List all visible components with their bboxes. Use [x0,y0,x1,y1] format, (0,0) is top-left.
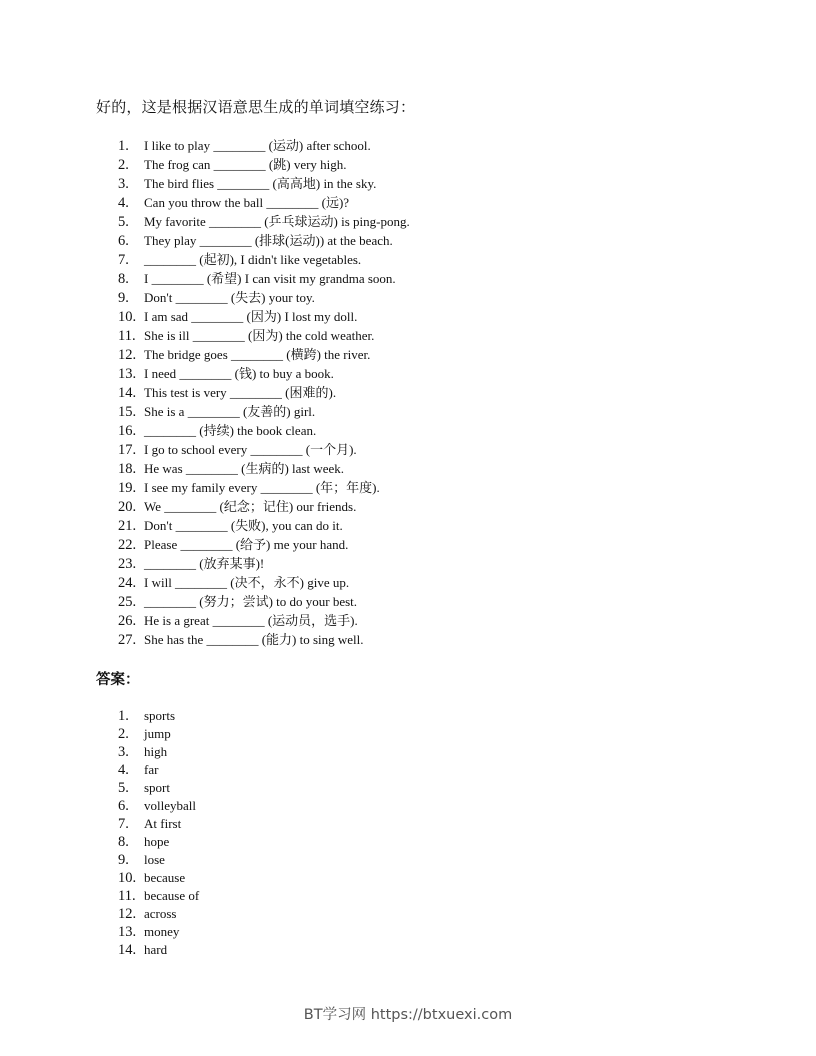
question-item [118,174,410,193]
question-number: 27. [118,632,137,648]
question-item [118,288,410,307]
question-text: The frog can ________ (跳) very high. [144,157,347,172]
question-number: 15. [118,404,137,420]
answer-item [118,725,199,743]
answer-text: sports [144,708,176,723]
answer-number: 1. [118,708,129,724]
answer-text: hard [144,942,168,957]
question-item [118,269,410,288]
question-number: 4. [118,195,129,211]
question-text: She is ill ________ (因为) the cold weather. [144,328,375,343]
answer-number: 12. [118,906,137,922]
question-text: Don't ________ (失败), you can do it. [144,518,343,533]
question-number: 19. [118,480,137,496]
question-item [118,421,410,440]
answer-number: 7. [118,816,129,832]
question-number: 14. [118,385,137,401]
question-item [118,402,410,421]
question-item [118,535,410,554]
answer-item [118,851,199,869]
answer-text: because [144,870,186,885]
question-item [118,611,410,630]
question-number: 17. [118,442,137,458]
answer-text: high [144,744,168,759]
question-number: 7. [118,252,129,268]
question-item [118,573,410,592]
question-list [118,136,410,649]
question-text: Please ________ (给予) me your hand. [144,537,349,552]
question-text: We ________ (纪念；记住) our friends. [144,499,357,514]
answer-text: At first [144,816,182,831]
answer-text: across [144,906,177,921]
question-number: 8. [118,271,129,287]
question-item [118,345,410,364]
answer-item [118,761,199,779]
question-item [118,212,410,231]
question-item [118,364,410,383]
answer-item [118,743,199,761]
answer-number: 6. [118,798,129,814]
question-text: ________ (起初), I didn't like vegetables. [144,252,362,267]
answer-item [118,923,199,941]
question-text: I like to play ________ (运动) after school. [144,138,371,153]
answer-text: because of [144,888,200,903]
question-item [118,193,410,212]
question-number: 20. [118,499,137,515]
question-number: 12. [118,347,137,363]
answer-text: hope [144,834,170,849]
question-text: He is a great ________ (运动员，选手). [144,613,358,628]
question-item [118,155,410,174]
question-text: ________ (放弃某事)! [144,556,265,571]
answer-text: far [144,762,159,777]
question-item [118,497,410,516]
answer-text: jump [144,726,171,741]
answer-item [118,833,199,851]
question-item [118,592,410,611]
answer-text: volleyball [144,798,196,813]
answer-number: 11. [118,888,136,904]
question-text: He was ________ (生病的) last week. [144,461,345,476]
answer-item [118,941,199,959]
answer-number: 2. [118,726,129,742]
answer-item [118,887,199,905]
answer-text: lose [144,852,165,867]
intro-text: 好的，这是根据汉语意思生成的单词填空练习： [96,100,416,116]
question-text: I ________ (希望) I can visit my grandma soon. [144,271,396,286]
question-number: 26. [118,613,137,629]
answer-number: 4. [118,762,129,778]
question-number: 21. [118,518,137,534]
question-number: 5. [118,214,129,230]
question-text: ________ (努力；尝试) to do your best. [144,594,358,609]
question-item [118,554,410,573]
answer-number: 5. [118,780,129,796]
question-item [118,307,410,326]
question-text: I see my family every ________ (年；年度). [144,480,380,495]
question-number: 3. [118,176,129,192]
question-text: I am sad ________ (因为) I lost my doll. [144,309,358,324]
question-text: I will ________ (决不，永不) give up. [144,575,350,590]
question-number: 10. [118,309,137,325]
footer-watermark: BT学习网 https://btxuexi.com [303,1007,513,1023]
question-number: 6. [118,233,129,249]
question-item [118,440,410,459]
answer-number: 13. [118,924,137,940]
question-number: 1. [118,138,129,154]
question-number: 24. [118,575,137,591]
question-item [118,136,410,155]
question-number: 18. [118,461,137,477]
answers-heading: 答案： [96,672,140,688]
question-text: I need ________ (钱) to buy a book. [144,366,334,381]
question-item [118,516,410,535]
question-text: My favorite ________ (乒乓球运动) is ping-pong. [144,214,410,229]
question-number: 16. [118,423,137,439]
question-item [118,383,410,402]
answer-item [118,707,199,725]
question-number: 22. [118,537,137,553]
question-number: 23. [118,556,137,572]
question-text: ________ (持续) the book clean. [144,423,317,438]
answer-number: 8. [118,834,129,850]
answer-text: money [144,924,180,939]
question-item [118,250,410,269]
answer-list [118,707,199,959]
question-text: This test is very ________ (困难的). [144,385,337,400]
question-item [118,630,410,649]
question-text: She is a ________ (友善的) girl. [144,404,316,419]
answer-item [118,815,199,833]
answer-item [118,869,199,887]
question-text: I go to school every ________ (一个月). [144,442,357,457]
question-text: The bridge goes ________ (横跨) the river. [144,347,371,362]
question-number: 2. [118,157,129,173]
question-text: They play ________ (排球(运动)) at the beach. [144,233,393,248]
question-text: She has the ________ (能力) to sing well. [144,632,364,647]
question-text: Don't ________ (失去) your toy. [144,290,315,305]
answer-number: 3. [118,744,129,760]
question-number: 25. [118,594,137,610]
question-text: The bird flies ________ (高高地) in the sky. [144,176,377,191]
question-number: 9. [118,290,129,306]
question-item [118,231,410,250]
answer-item [118,779,199,797]
question-number: 13. [118,366,137,382]
answer-number: 10. [118,870,137,886]
answer-number: 14. [118,942,137,958]
question-item [118,326,410,345]
answer-text: sport [144,780,170,795]
answer-item [118,797,199,815]
answer-number: 9. [118,852,129,868]
question-item [118,459,410,478]
question-text: Can you throw the ball ________ (远)? [144,195,350,210]
answer-item [118,905,199,923]
question-number: 11. [118,328,136,344]
question-item [118,478,410,497]
